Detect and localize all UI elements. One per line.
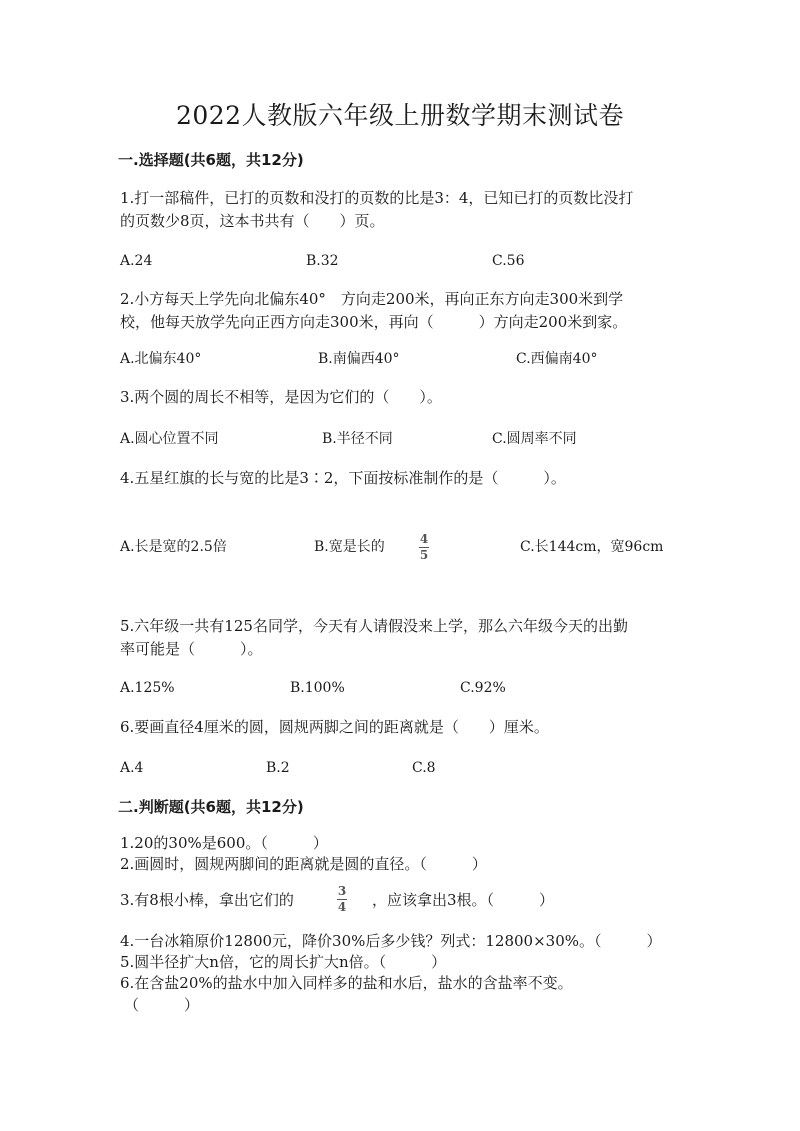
fraction-four-fifths [419,533,429,562]
judgement-item-4: 4.一台冰箱原价12800元，降价30%后多少钱？列式：12800×30%。（ ） [120,932,662,950]
judgement-item-6-answer-blank: （ ） [124,996,200,1014]
option-a: A.北偏东40° [120,351,202,367]
fraction-denominator: 5 [419,548,429,562]
question-1-line-1: 1.打一部稿件，已打的页数和没打的页数的比是3：4，已知已打的页数比没打 [120,189,634,207]
question-2-line-2: 校，他每天放学先向正西方向走300米，再向（ ）方向走200米到家。 [120,313,628,331]
option-c: C.圆周率不同 [492,431,577,447]
option-b: B.宽是长的 [314,539,385,555]
option-b: B.32 [306,253,339,269]
option-b: B.半径不同 [322,431,393,447]
option-c: C.长144cm，宽96cm [520,539,664,555]
option-c: C.92% [460,680,506,696]
option-a: A.4 [120,760,144,776]
option-a: A.长是宽的2.5倍 [120,539,227,555]
option-b: B.100% [290,680,345,696]
question-1-line-2: 的页数少8页，这本书共有（ ）页。 [120,212,385,230]
question-5-line-2: 率可能是（ ）。 [120,640,263,658]
question-2-line-1: 2.小方每天上学先向北偏东40° 方向走200米，再向正东方向走300米到学 [120,290,624,308]
option-c: C.56 [492,253,525,269]
judgement-item-2: 2.画圆时，圆规两脚间的距离就是圆的直径。（ ） [120,855,487,873]
fraction-denominator: 4 [337,900,347,914]
option-b: B.2 [266,760,290,776]
fraction-numerator: 3 [337,884,347,898]
page-title: 2022人教版六年级上册数学期末测试卷 [175,101,625,130]
section-heading-judgement: 二.判断题(共6题，共12分) [118,798,304,816]
question-4-line-1: 4.五星红旗的长与宽的比是3∶2，下面按标准制作的是（ ）。 [120,469,566,487]
option-b: B.南偏西40° [318,351,400,367]
judgement-item-5: 5.圆半径扩大n倍，它的周长扩大n倍。（ ） [120,953,447,971]
question-5-line-1: 5.六年级一共有125名同学，今天有人请假没来上学，那么六年级今天的出勤 [120,617,628,635]
question-6-line-1: 6.要画直径4厘米的圆，圆规两脚之间的距离就是（ ）厘米。 [120,718,549,736]
option-a: A.24 [120,253,153,269]
fraction-numerator: 4 [419,532,429,546]
fraction-three-quarters [337,885,347,914]
option-c: C.西偏南40° [516,351,598,367]
judgement-item-3-after: ，应该拿出3根。（ ） [372,891,555,909]
judgement-item-3-before: 3.有8根小棒，拿出它们的 [120,891,294,909]
option-a: A.圆心位置不同 [120,431,219,447]
section-heading-choice: 一.选择题(共6题，共12分) [118,151,304,169]
question-3-line-1: 3.两个圆的周长不相等，是因为它们的（ ）。 [120,388,442,406]
option-a: A.125% [120,680,175,696]
option-c: C.8 [412,760,436,776]
judgement-item-6: 6.在含盐20%的盐水中加入同样多的盐和水后，盐水的含盐率不变。 [120,974,573,992]
judgement-item-1: 1.20的30%是600。（ ） [120,834,328,852]
